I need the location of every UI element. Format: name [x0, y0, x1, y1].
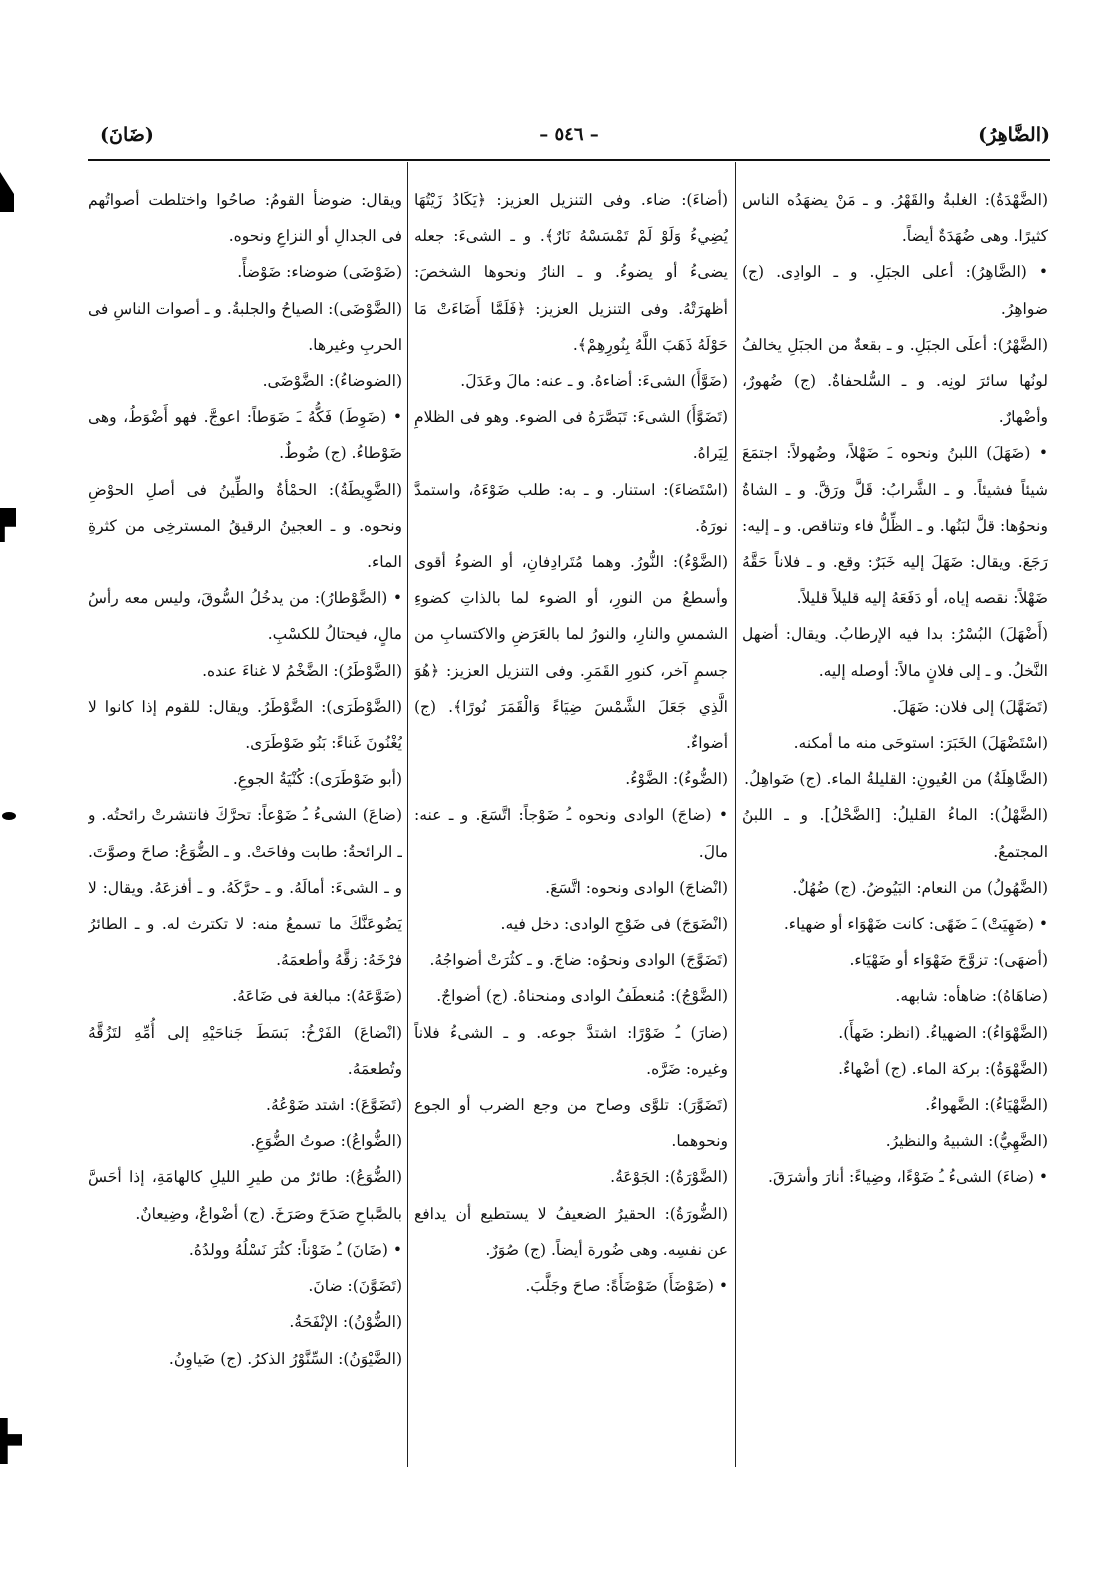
header-divider — [88, 159, 1050, 161]
page-number: – ٥٤٦ – — [539, 124, 599, 145]
dictionary-entry: (ضَوْضَى) ضوضاء: ضَوْضأً. — [237, 263, 402, 282]
scan-edge-mark — [0, 172, 14, 212]
page-header — [88, 122, 1050, 154]
dictionary-entry: (الضَّوْطَرُ): الضَّخْمُ لا غناءَ عنده. — [202, 661, 402, 680]
dictionary-entry: • (ضَهِيَتْ) ـَ ضَهًى: كانت ضَهْوَاء أو ضهياء. — [783, 915, 1048, 934]
dictionary-entry: (الضَّوْجُ): مُنعطَفُ الوادى ومنحناهُ. (ج) أضواجٌ. — [436, 987, 728, 1006]
dictionary-entry: (الضَّهْرُ): أعلَى الجبَلِ. و ـ بقعةٌ من الجبَلِ يخالفُ لونُها سائرَ لونِه. و ـ السُّلحفاةُ. (ج) ضُهورٌ، وأضْهارٌ. — [742, 335, 1048, 427]
dictionary-entry: (الضُّورَةُ): الحقيرُ الضعيفُ لا يستطيع أن يدافع عن نفسِه. وهى ضُورة أيضاً. (ج) صُوَرٌ. — [414, 1204, 728, 1259]
dictionary-entry: (الضَّهْوَاءُ): الضهياءُ. (انظر: ضَهأَ). — [838, 1023, 1048, 1042]
column-right — [742, 182, 1048, 1462]
column-left — [88, 182, 402, 1462]
dictionary-entry: (انْضَوَجَ) فى ضَوْجِ الوادى: دخل فيه. — [500, 915, 728, 934]
dictionary-entry: • (ضَوِطَ) فَكُّهُ ـَ ضَوَطاً: اعوجَّ. فهو أَضْوَطُ، وهى ضَوْطاءُ. (ج) ضُوطٌ. — [88, 408, 402, 463]
dictionary-entry: • (ضاجَ) الوادى ونحوه ـُ ضَوْجاً: اتَّسَعَ. و ـ عنه: مالَ. — [414, 806, 728, 861]
dictionary-entry: • (الضَّاهِرُ): أعلى الجبَلِ. و ـ الوادِى. (ج) ضواهِرُ. — [742, 263, 1048, 318]
dictionary-entry: (الضَّيْوَنُ): السِّنَّوْرُ الذكرُ. (ج) ضَياوِنُ. — [168, 1349, 402, 1368]
dictionary-entry: (ضاهَاهُ): ضاهأه: شابهه. — [895, 987, 1048, 1006]
dictionary-entry: (انْضاجَ) الوادى ونحوه: اتَّسَعَ. — [545, 878, 728, 897]
dictionary-entry: (اسْتَضاءَ): استنار. و ـ به: طلب ضَوْءَهُ، واستمدَّ نورَهُ. — [414, 480, 728, 535]
dictionary-entry: (ضاعَ) الشىءُ ـُ ضَوْعاً: تحرَّكَ فانتشرتْ رائحتُه. و ـ الرائحةُ: طابت وفاحَتْ. و ـ الضُّوَعُ: صاحَ وصوَّتَ. و ـ الشىءَ: أمالَهُ. و ـ حرَّكَهُ. و ـ أفزعَهُ. ويقال: لا يَضُوعَنَّكَ ما تسمعُ منه: لا تكترث له. و ـ الطائرُ فرْخَهُ: زقَّهُ وأطعمَهُ. — [88, 806, 402, 970]
header-guide-word-right: (الضَّاهِرُ) — [978, 124, 1050, 146]
dictionary-entry: (الضُّوَعُ): طائرٌ من طيرِ الليلِ كالهامَةِ، إذا أحَسَّ بالصَّباحِ صَدَحَ وصَرَخَ. (ج) أضْواعٌ، وضِيعانٌ. — [88, 1168, 402, 1223]
dictionary-entry: (الضَّوْءُ): النُّورُ. وهما مُتَرادِفانِ، أو الضوءُ أقوى وأسطعُ من النورِ، أو الضوء لما بالذاتِ كضوءِ الشمسِ والنارِ، والنورُ لما بالعَرَضِ والاكتسابِ من جسمٍ آخر، كنورِ القَمَرِ. وفى التنزيل العزيز: ﴿هُوَ الَّذِي جَعَلَ الشَّمْسَ ضِيَاءً وَالْقَمَرَ نُورًا﴾. (ج) أضواءٌ. — [414, 553, 728, 753]
dictionary-entry: (تَضَوَّجَ) الوادى ونحوُه: ضاجَ. و ـ كثُرَتْ أضواجُهُ. — [429, 951, 728, 970]
scan-edge-mark — [2, 812, 16, 820]
dictionary-entry: (الضَّوْضَى): الصياحُ والجلبةُ. و ـ أصوات الناسِ فى الحربِ وغيرها. — [88, 299, 402, 354]
dictionary-entry: (تَضَوَّأَ) الشىءَ: تَبَصَّرَهُ فى الضوء. وهو فى الظلامِ لِيَراهُ. — [414, 408, 728, 463]
dictionary-entry: ويقال: ضوضأ القومُ: صاحُوا واختلطت أصواتُهم فى الجدالِ أو النزاعِ ونحوه. — [88, 191, 402, 246]
dictionary-entry: (الضَّوِيطَةُ): الحمْأةُ والطِّينُ فى أصلِ الحوْضِ ونحوه. و ـ العجينُ الرقيقُ المسترخِى من كثرةِ الماء. — [88, 480, 402, 572]
dictionary-entry: • (ضَانَ) ـُ ضَوْناً: كثُرَ نَسْلُهُ وولدُهُ. — [188, 1240, 402, 1259]
dictionary-entry: (اسْتَضْهَلَ) الخَبَرَ: استوحَى منه ما أمكنه. — [793, 734, 1048, 753]
dictionary-entry: (الضَّهِيُّ): الشبيهُ والنظيرُ. — [885, 1132, 1048, 1151]
dictionary-entry: (الضَّهْيَاءُ): الضَّهواءُ. — [925, 1096, 1048, 1115]
scan-edge-mark — [0, 1418, 22, 1464]
dictionary-entry: (ضَوَّعَهُ): مبالغة فى ضَاعَهُ. — [232, 987, 402, 1006]
dictionary-entry: (الضَّهْوَةُ): بركة الماء. (ج) أضْهاءٌ. — [838, 1059, 1048, 1078]
dictionary-entry: (ضارَ) ـُ ضَوْرًا: اشتدَّ جوعه. و ـ الشىءُ فلاناً وغيره: ضَرَّه. — [414, 1023, 728, 1078]
header-guide-word-left: (ضَانَ) — [100, 124, 154, 146]
dictionary-entry: (الضُّوْنُ): الإنْفَحَةُ. — [289, 1313, 402, 1332]
dictionary-entry: (الضَّهُولُ) من النعام: البَيُوضُ. (ج) ضُهُلٌ. — [792, 878, 1048, 897]
dictionary-entry: (الضُّواعُ): صوتُ الضُّوَعِ. — [250, 1132, 402, 1151]
dictionary-entry: (انْضاعَ) الفَرْخُ: بَسَطَ جَناحَيْهِ إلى أُمِّهِ لتَزُقَّهُ وتُطعمَهُ. — [88, 1023, 402, 1078]
dictionary-entry: (تَضَوَّرَ): تلوَّى وصاح من وجع الضرب أو الجوع ونحوهما. — [414, 1096, 728, 1151]
dictionary-entry: (الضَّهْدَةُ): الغلبةُ والقَهْرُ. و ـ مَنْ يضهَدُه الناس كثيرًا. وهى ضُهَدَةٌ أيضاً. — [742, 191, 1048, 246]
dictionary-entry: (ضَوَّأَ) الشىءَ: أضاءهُ. و ـ عنه: مالَ وعَدَلَ. — [460, 372, 728, 391]
dictionary-entry: (الضَّاهِلَةُ) من العُيونِ: القليلةُ الماء. (ج) ضَواهِلُ. — [744, 770, 1048, 789]
dictionary-entry: (أضاءَ): ضاء. وفى التنزيل العزيز: ﴿يَكَادُ زَيْتُهَا يُضِيءُ وَلَوْ لَمْ تَمْسَسْهُ نَارٌ﴾. و ـ الشىءَ: جعله يضىءُ أو يضوءُ. و ـ النارُ ونحوها الشخصَ: أظهرَتْهُ. وفى التنزيل العزيز: ﴿فَلَمَّا أَضَاءَتْ مَا حَوْلَهُ ذَهَبَ اللَّهُ بِنُورِهِمْ﴾. — [414, 191, 728, 354]
dictionary-entry: (الضَّوْرَةُ): الجَوْعَةُ. — [610, 1168, 728, 1187]
scan-edge-mark — [0, 508, 16, 542]
dictionary-entry: • (ضاءَ) الشىءُ ـُ ضَوْءًا، وضِياءً: أنارَ وأشرَقَ. — [768, 1168, 1048, 1187]
dictionary-entry: (أَضْهَلَ) البُسْرُ: بدا فيه الإرطابُ. ويقال: أضهل النَّخلُ. و ـ إلى فلانٍ مالاً: أوصله إليه. — [742, 625, 1048, 680]
dictionary-entry: (الضَّهْلُ): الماءُ القليلُ: [الضَّحْلُ]. و ـ اللبنُ المجتمعُ. — [742, 806, 1048, 861]
dictionary-entry: (أضهَى): تزوَّجَ ضَهْوَاء أو ضَهْيَاء. — [849, 951, 1048, 970]
dictionary-entry: (تَضَوَّنَ): ضانَ. — [308, 1277, 402, 1296]
dictionary-entry: (تَضَهَّلَ) إلى فلان: ضَهَلَ. — [892, 697, 1048, 716]
column-divider — [735, 162, 736, 1467]
dictionary-entry: (الضُّوءُ): الضَّوْءُ. — [625, 770, 728, 789]
dictionary-entry: (تَضَوَّعَ): اشتد ضَوْعُهُ. — [266, 1096, 402, 1115]
dictionary-entry: (الضَّوْطَرَى): الضَّوْطَرُ. ويقال: للقوم إذا كانوا لا يُغْنُونَ غَناءً: بَنُو ضَوْطَرَى. — [88, 697, 402, 753]
dictionary-entry: (أبو ضَوْطَرَى): كُنْيَةُ الجوعِ. — [232, 770, 402, 789]
column-divider — [407, 162, 408, 1467]
dictionary-entry: • (ضَهَلَ) اللبنُ ونحوه ـَ ضَهْلاً، وضُهولاً: اجتمَعَ شيئاً فشيئاً. و ـ الشَّرابُ: قَلَّ ورَقَّ. و ـ الشاةُ ونحوُها: قلَّ لبَنُها. و ـ الظِّلُّ فاء وتناقص. و ـ إليه: رَجَعَ. ويقال: ضَهَلَ إليه خَبَرٌ: وقع. و ـ فلاناً حَقَّهُ ضَهْلاً: نقصه إياه، أو دَفَعَهُ إليه قليلاً قليلاً. — [742, 444, 1048, 608]
dictionary-entry: • (الضَّوْطارُ): من يدخُلُ السُّوقَ، وليس معه رأسُ مالٍ، فيحتالُ للكسْبِ. — [88, 589, 402, 644]
dictionary-entry: (الضوضاءُ): الضَّوْضَى. — [262, 372, 402, 391]
dictionary-entry: • (ضَوْضَأَ) ضَوْضَأَةً: صاحَ وجَلَّبَ. — [525, 1277, 728, 1296]
column-middle — [414, 182, 728, 1462]
